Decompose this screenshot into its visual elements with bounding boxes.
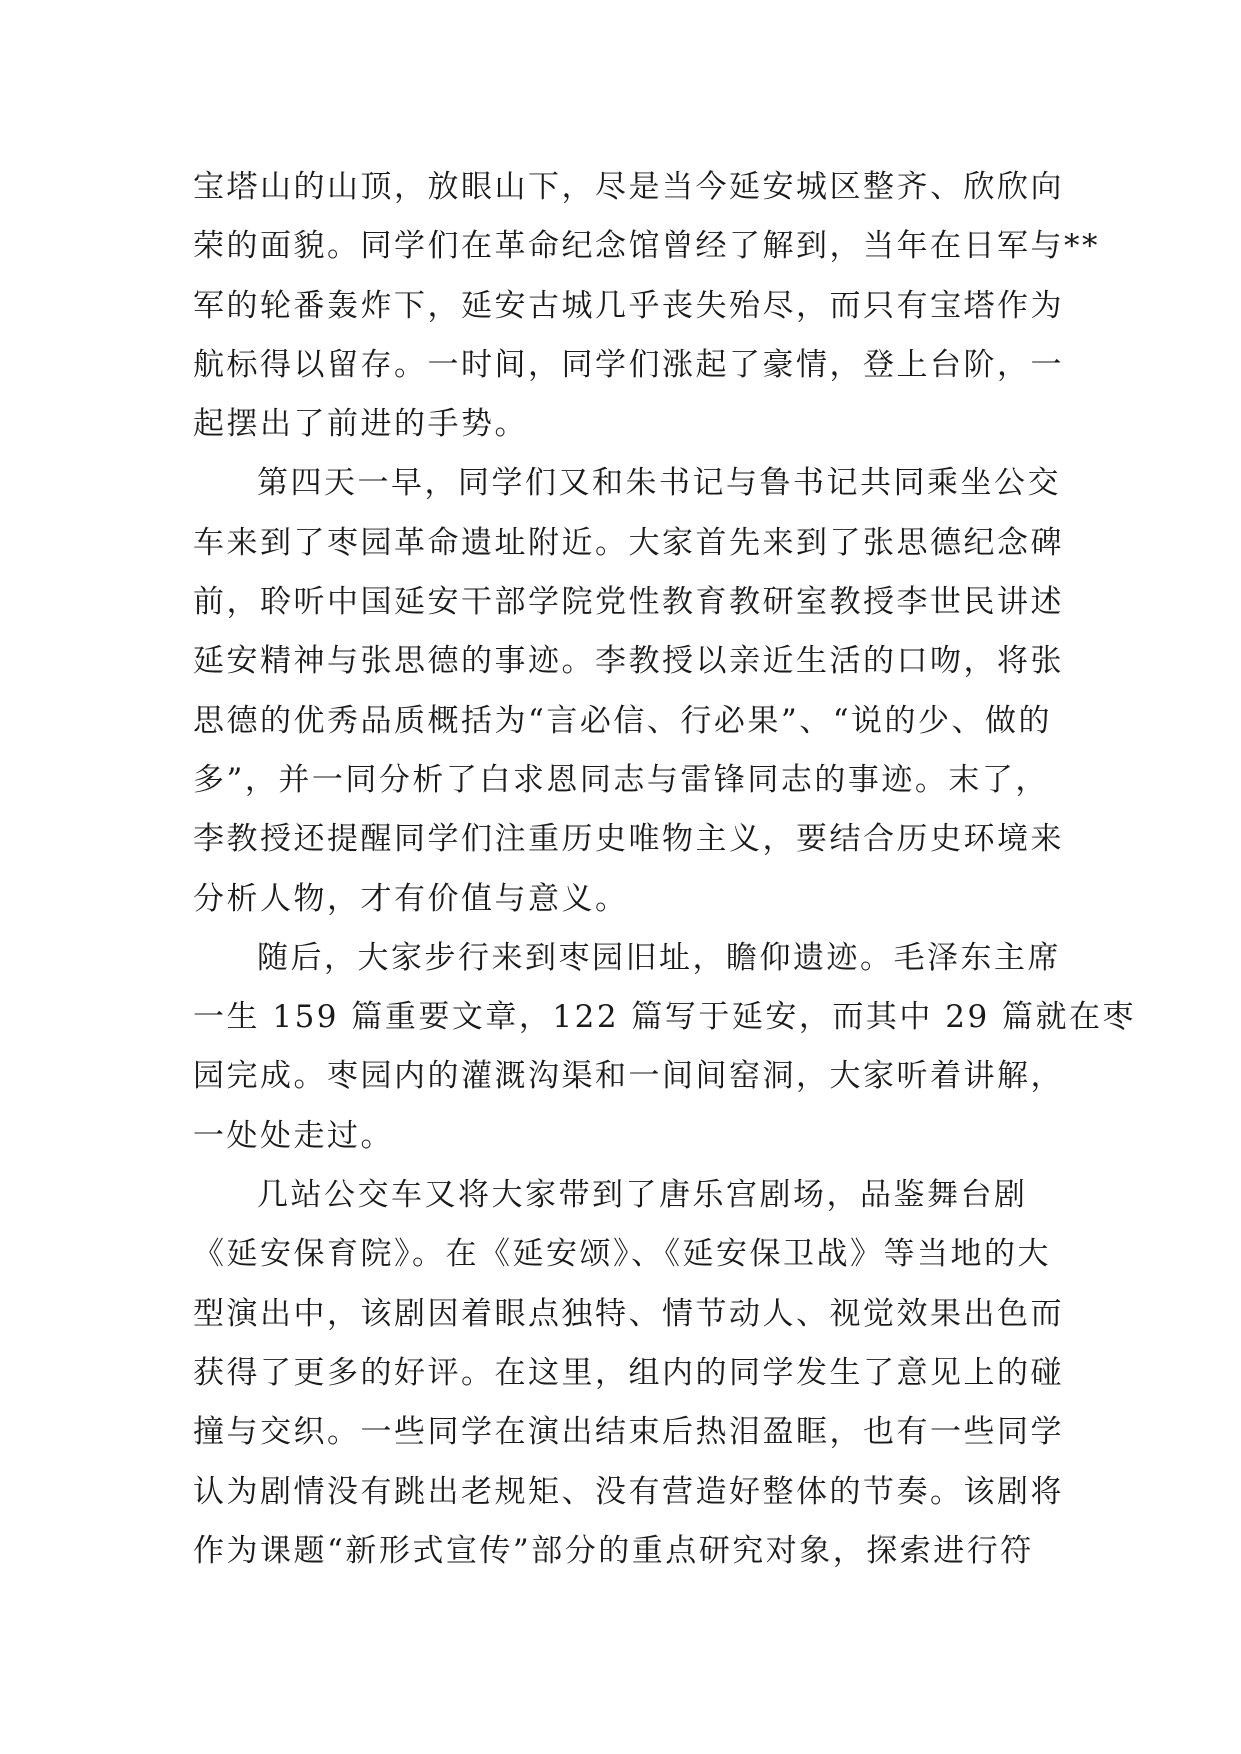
text-line: 认为剧情没有跳出老规矩、没有营造好整体的节奏。该剧将	[193, 1473, 1064, 1510]
text-line: 军的轮番轰炸下，延安古城几乎丧失殆尽，而只有宝塔作为	[193, 287, 1064, 324]
text-line: 随后，大家步行来到枣园旧址，瞻仰遗迹。毛泽东主席	[257, 939, 1061, 976]
text-line: 延安精神与张思德的事迹。李教授以亲近生活的口吻，将张	[193, 643, 1064, 680]
text-line: 《延安保育院》。在《延安颂》、《延安保卫战》等当地的大	[193, 1236, 1051, 1273]
text-line: 型演出中，该剧因着眼点独特、情节动人、视觉效果出色而	[193, 1295, 1064, 1332]
text-line: 多”，并一同分析了白求恩同志与雷锋同志的事迹。末了，	[193, 761, 1049, 798]
text-line: 一生 159 篇重要文章，122 篇写于延安，而其中 29 篇就在枣	[193, 999, 1137, 1036]
text-line: 思德的优秀品质概括为“言必信、行必果”、“说的少、做的	[193, 702, 1053, 739]
text-line: 前，聆听中国延安干部学院党性教育教研室教授李世民讲述	[193, 584, 1064, 621]
text-line: 航标得以留存。一时间，同学们涨起了豪情，登上台阶，一	[193, 346, 1064, 383]
text-line: 一处处走过。	[193, 1117, 394, 1154]
text-line: 荣的面貌。同学们在革命纪念馆曾经了解到，当年在日军与**	[193, 228, 1100, 265]
text-line: 园完成。枣园内的灌溉沟渠和一间间窑洞，大家听着讲解，	[193, 1058, 1064, 1095]
text-line: 起摆出了前进的手势。	[193, 406, 528, 443]
text-line: 宝塔山的山顶，放眼山下，尽是当今延安城区整齐、欣欣向	[193, 169, 1064, 205]
text-line: 几站公交车又将大家带到了唐乐宫剧场，品鉴舞台剧	[257, 1177, 1028, 1214]
text-line: 分析人物，才有价值与意义。	[193, 880, 629, 917]
text-line: 作为课题“新形式宣传”部分的重点研究对象，探索进行符	[193, 1532, 1034, 1569]
text-line: 获得了更多的好评。在这里，组内的同学发生了意见上的碰	[193, 1354, 1064, 1391]
text-line: 第四天一早，同学们又和朱书记与鲁书记共同乘坐公交	[257, 465, 1061, 502]
text-line: 车来到了枣园革命遗址附近。大家首先来到了张思德纪念碑	[193, 524, 1064, 561]
text-line: 李教授还提醒同学们注重历史唯物主义，要结合历史环境来	[193, 821, 1064, 858]
text-line: 撞与交织。一些同学在演出结束后热泪盈眶，也有一些同学	[193, 1414, 1064, 1451]
body-text	[193, 158, 1137, 1581]
